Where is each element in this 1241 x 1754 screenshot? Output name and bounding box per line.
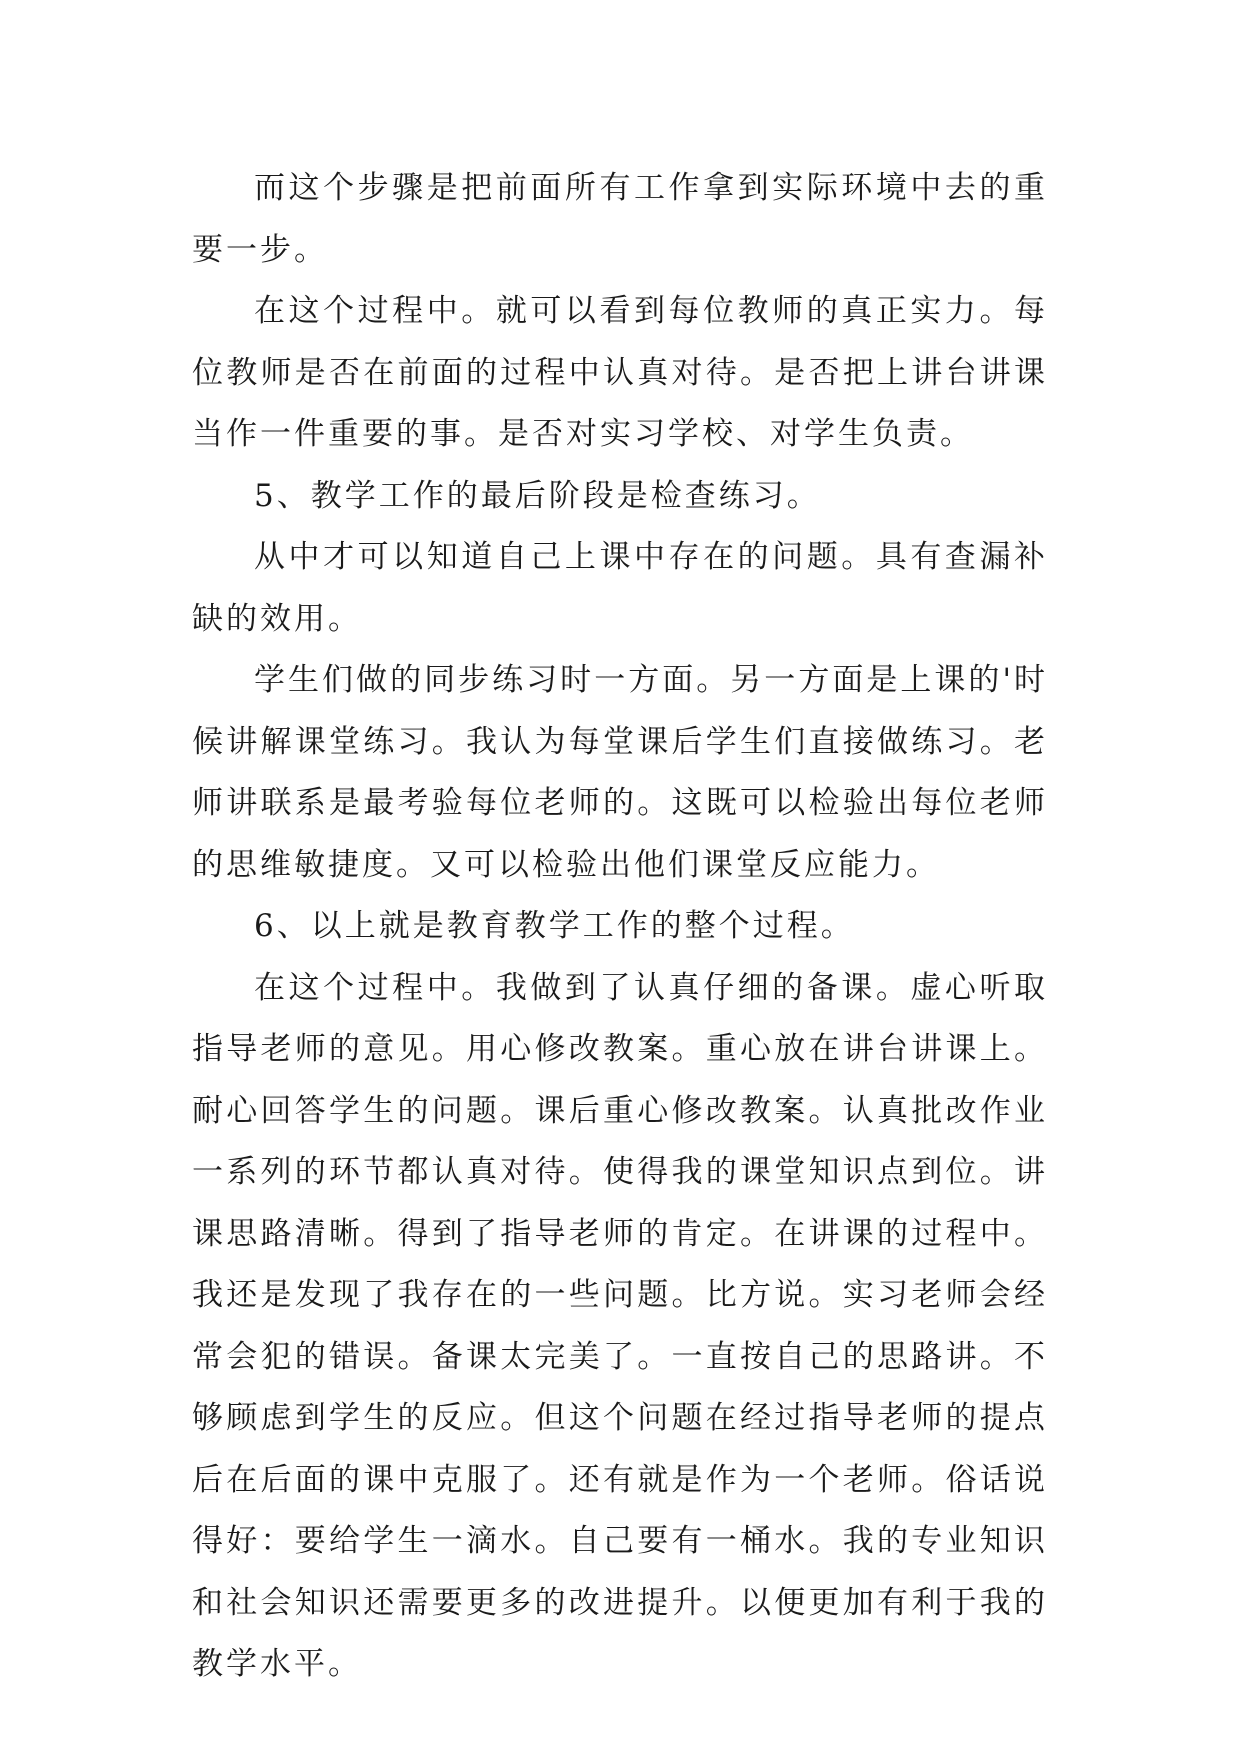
paragraph: 6、以上就是教育教学工作的整个过程。 [254,908,855,944]
paragraph: 学生们做的同步练习时一方面。另一方面是上课的'时候讲解课堂练习。我认为每堂课后学生们直接做练习。老师讲联系是最考验每位老师的。这既可以检验出每位老师的思维敏捷度。又可以检验出他们课堂反应能力。 [192,662,1048,883]
paragraph: 在这个过程中。我做到了认真仔细的备课。虚心听取指导老师的意见。用心修改教案。重心放在讲台讲课上。耐心回答学生的问题。课后重心修改教案。认真批改作业一系列的环节都认真对待。使得我的课堂知识点到位。讲课思路清晰。得到了指导老师的肯定。在讲课的过程中。我还是发现了我存在的一些问题。比方说。实习老师会经常会犯的错误。备课太完美了。一直按自己的思路讲。不够顾虑到学生的反应。但这个问题在经过指导老师的提点后在后面的课中克服了。还有就是作为一个老师。俗话说得好：要给学生一滴水。自己要有一桶水。我的专业知识和社会知识还需要更多的改进提升。以便更加有利于我的教学水平。 [192,969,1048,1682]
paragraph: 从中才可以知道自己上课中存在的问题。具有查漏补缺的效用。 [192,539,1048,637]
paragraph: 在这个过程中。就可以看到每位教师的真正实力。每位教师是否在前面的过程中认真对待。是否把上讲台讲课当作一件重要的事。是否对实习学校、对学生负责。 [192,293,1048,452]
paragraph: 5、教学工作的最后阶段是检查练习。 [254,477,821,514]
document-body [192,158,1048,1696]
paragraph: 而这个步骤是把前面所有工作拿到实际环境中去的重要一步。 [192,170,1048,268]
